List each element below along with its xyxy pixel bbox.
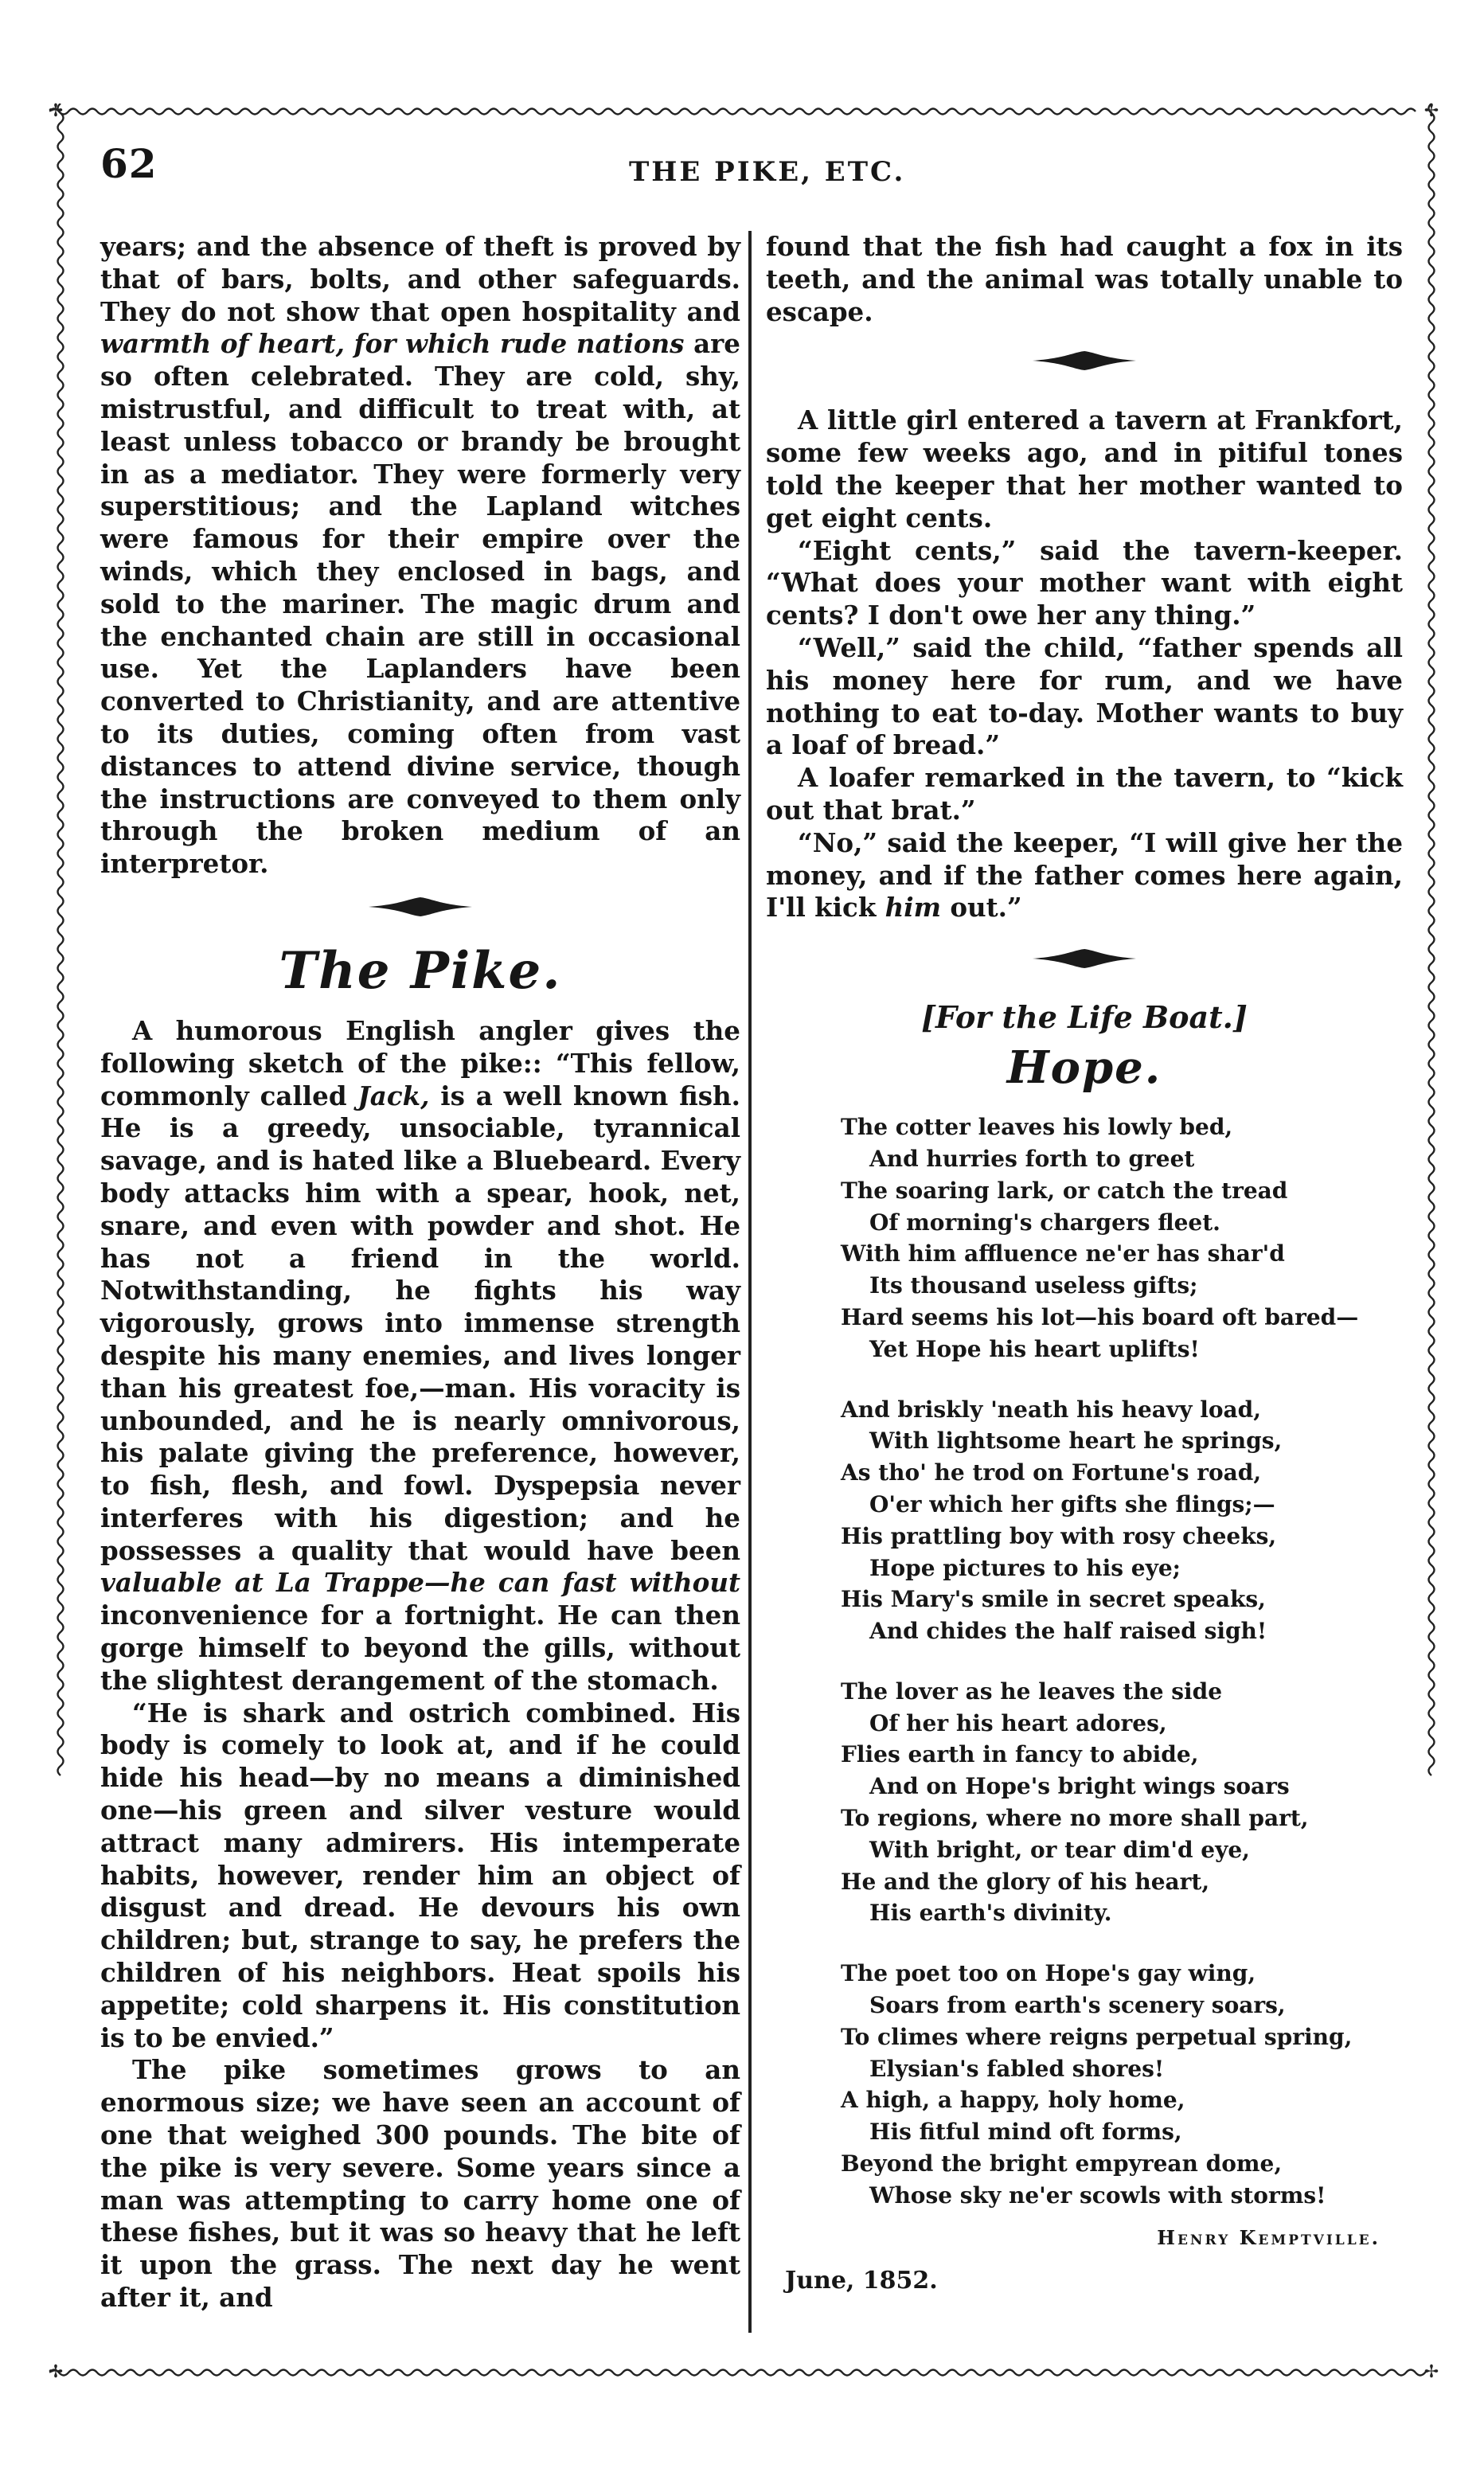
poem-line: Flies earth in fancy to abide, (841, 1741, 1199, 1768)
lapland-text-italic: warmth of heart, for which rude nations (100, 328, 685, 360)
poem-line: Of morning's chargers fleet. (869, 1209, 1220, 1236)
poem-hope (841, 1111, 1403, 2212)
poem-line: Whose sky ne'er scowls with storms! (869, 2181, 1326, 2209)
poem-date: June, 1852. (785, 2266, 938, 2295)
left-column (100, 231, 740, 2314)
pike-p1-text-a: A humorous English angler gives the following sketch of the pike:: “This fellow, commonly called (100, 1014, 740, 1111)
pike-paragraph-3: The pike sometimes grows to an enormous size; we have seen an account of one that weighed 300 pounds. The bite of the pike is very severe. Some years since a man was attempting to carry home one of these fishes, but it was so heavy that he left it upon the grass. The next day he went after it, and (100, 2054, 740, 2314)
pike-paragraph-2: “He is shark and ostrich combined. His body is comely to look at, and if he could hide his head—by no means a diminished one—his green and silver vesture would attract many admirers. His intemperate habits, however, render him an object of disgust and dread. He devours his own children; but, strange to say, he prefers the children of his neighbors. Heat spoils his appetite; cold sharpens it. His constitution is to be envied.” (100, 1697, 740, 2053)
left-wavy-border (54, 104, 67, 2365)
pike-p1-jack: Jack, (357, 1080, 430, 1111)
section-ornament (100, 895, 740, 927)
column-divider (748, 231, 752, 2333)
poem-title: Hope. (1006, 1041, 1162, 1095)
ornament-2 (766, 349, 1403, 381)
poem-line: To regions, where no more shall part, (841, 1805, 1309, 1832)
poem-line: And on Hope's bright wings soars (869, 1773, 1290, 1800)
poem-line: The soaring lark, or catch the tread (841, 1177, 1288, 1204)
ornament-3 (766, 947, 1403, 978)
top-right-corner-ornament: ✢ (1423, 101, 1439, 121)
pike-p1-text-b: is a well known fish. He is a greedy, unsociable, tyrannical savage, and is hated like a Bluebeard. Every body attacks him with a spear, hook, net, snare, and even with powder and shot. He has not a friend in the world. Notwithstanding, he fights his way vigorously, grows into immense strength despite his many enemies, and lives longer than his greatest foe,—man. His voracity is unbounded, and he is nearly omnivorous, his palate giving the preference, however, to fish, flesh, and fowl. Dyspepsia never interferes with his digestion; and he possesses a quality that would have been (100, 1080, 740, 1566)
poem-line: Of her his heart adores, (869, 1709, 1167, 1736)
poem-line: And chides the half raised sigh! (869, 1618, 1267, 1645)
bottom-right-corner-ornament: ✢ (1423, 2362, 1439, 2382)
girl-paragraph-4: A loafer remarked in the tavern, to “kick out that brat.” (766, 762, 1403, 826)
poem-line: His prattling boy with rosy cheeks, (841, 1522, 1277, 1549)
lapland-text-a: years; and the absence of theft is proved by that of bars, bolts, and other safeguards. They do not show that open hospitality and (100, 231, 740, 327)
page-number: 62 (100, 140, 158, 187)
top-wavy-border (49, 105, 1427, 118)
right-wavy-border (1425, 104, 1438, 2365)
poem-line: Its thousand useless gifts; (869, 1272, 1198, 1299)
bottom-wavy-border (49, 2366, 1427, 2379)
girl-paragraph-3: “Well,” said the child, “father spends all his money here for rum, and we have nothing to eat to-day. Mother wants to buy a loaf of bread.” (766, 631, 1403, 761)
pike-paragraph-1 (100, 1015, 740, 1697)
poem-line: The lover as he leaves the side (841, 1678, 1223, 1705)
poem-stanza (841, 1676, 1403, 1929)
poem-line: A high, a happy, holy home, (841, 2087, 1185, 2114)
lapland-text-b: are so often celebrated. They are cold, shy, mistrustful, and difficult to treat with, at least unless tobacco or brandy be brought in as a mediator. They were formerly very superstitious; and the Lapland witches were famous for their empire over the winds, which they enclosed in bags, and sold to the mariner. The magic drum and the enchanted chain are still in occasional use. Yet the Laplanders have been converted to Christianity, and are attentive to its duties, coming often from vast distances to attend divine service, though the instructions are conveyed to them only through the broken medium of an interpretor. (100, 328, 740, 880)
poem-line: And briskly 'neath his heavy load, (841, 1396, 1262, 1423)
girl-paragraph-5 (766, 827, 1403, 924)
pike-p1-text-c: inconvenience for a fortnight. He can then gorge himself to beyond the gills, without the slightest derangement of the stomach. (100, 1599, 740, 1696)
poem-line: His Mary's smile in secret speaks, (841, 1586, 1266, 1613)
poem-line: Hard seems his lot—his board oft bared— (841, 1303, 1359, 1330)
poem-line: O'er which her gifts she flings;— (869, 1490, 1275, 1517)
section-title-pike: The Pike. (279, 940, 562, 1001)
poem-line: With him affluence ne'er has shar'd (841, 1240, 1285, 1267)
poem-line: His fitful mind oft forms, (869, 2119, 1182, 2146)
bottom-left-corner-ornament: ✢ (48, 2362, 64, 2382)
poem-line: His earth's divinity. (869, 1900, 1112, 1927)
right-column (766, 231, 1403, 2295)
girl-p5-him: him (885, 892, 942, 924)
running-title: THE PIKE, ETC. (629, 156, 906, 188)
poem-stanza (841, 1394, 1403, 1647)
poem-line: With bright, or tear dim'd eye, (869, 1836, 1250, 1863)
poem-line: Soars from earth's scenery soars, (869, 1992, 1286, 2019)
lapland-paragraph (100, 231, 740, 881)
girl-paragraph-1: A little girl entered a tavern at Frankfort, some few weeks ago, and in pitiful tones told the keeper that her mother wanted to get eight cents. (766, 404, 1403, 533)
poem-source: [For the Life Boat.] (921, 999, 1248, 1036)
poem-line: As tho' he trod on Fortune's road, (841, 1459, 1262, 1486)
poem-line: The cotter leaves his lowly bed, (841, 1114, 1233, 1141)
poem-line: To climes where reigns perpetual spring, (841, 2023, 1353, 2050)
poem-line: Beyond the bright empyrean dome, (841, 2150, 1283, 2177)
poem-stanza (841, 1958, 1403, 2211)
pike-p1-italic: valuable at La Trappe—he can fast without (100, 1567, 740, 1599)
poem-signature: Henry Kemptville. (1157, 2225, 1381, 2249)
pike-continuation: found that the fish had caught a fox in its teeth, and the animal was totally unable to escape. (766, 231, 1403, 327)
poem-stanza (841, 1111, 1403, 1365)
poem-line: The poet too on Hope's gay wing, (841, 1960, 1256, 1987)
girl-p5-text-b: out.” (941, 892, 1022, 924)
poem-line: And hurries forth to greet (869, 1145, 1195, 1172)
girl-p5-text-a: “No,” said the keeper, “I will give her the money, and if the father comes here again, I'll kick (766, 826, 1403, 924)
poem-line: Hope pictures to his eye; (869, 1554, 1181, 1581)
poem-line: With lightsome heart he springs, (869, 1428, 1283, 1455)
poem-line: He and the glory of his heart, (841, 1868, 1210, 1895)
top-left-corner-ornament: ✢ (48, 101, 64, 121)
poem-line: Yet Hope his heart uplifts! (869, 1335, 1200, 1362)
poem-line: Elysian's fabled shores! (869, 2055, 1165, 2082)
girl-paragraph-2: “Eight cents,” said the tavern-keeper. “What does your mother want with eight cents? I don't owe her any thing.” (766, 534, 1403, 631)
